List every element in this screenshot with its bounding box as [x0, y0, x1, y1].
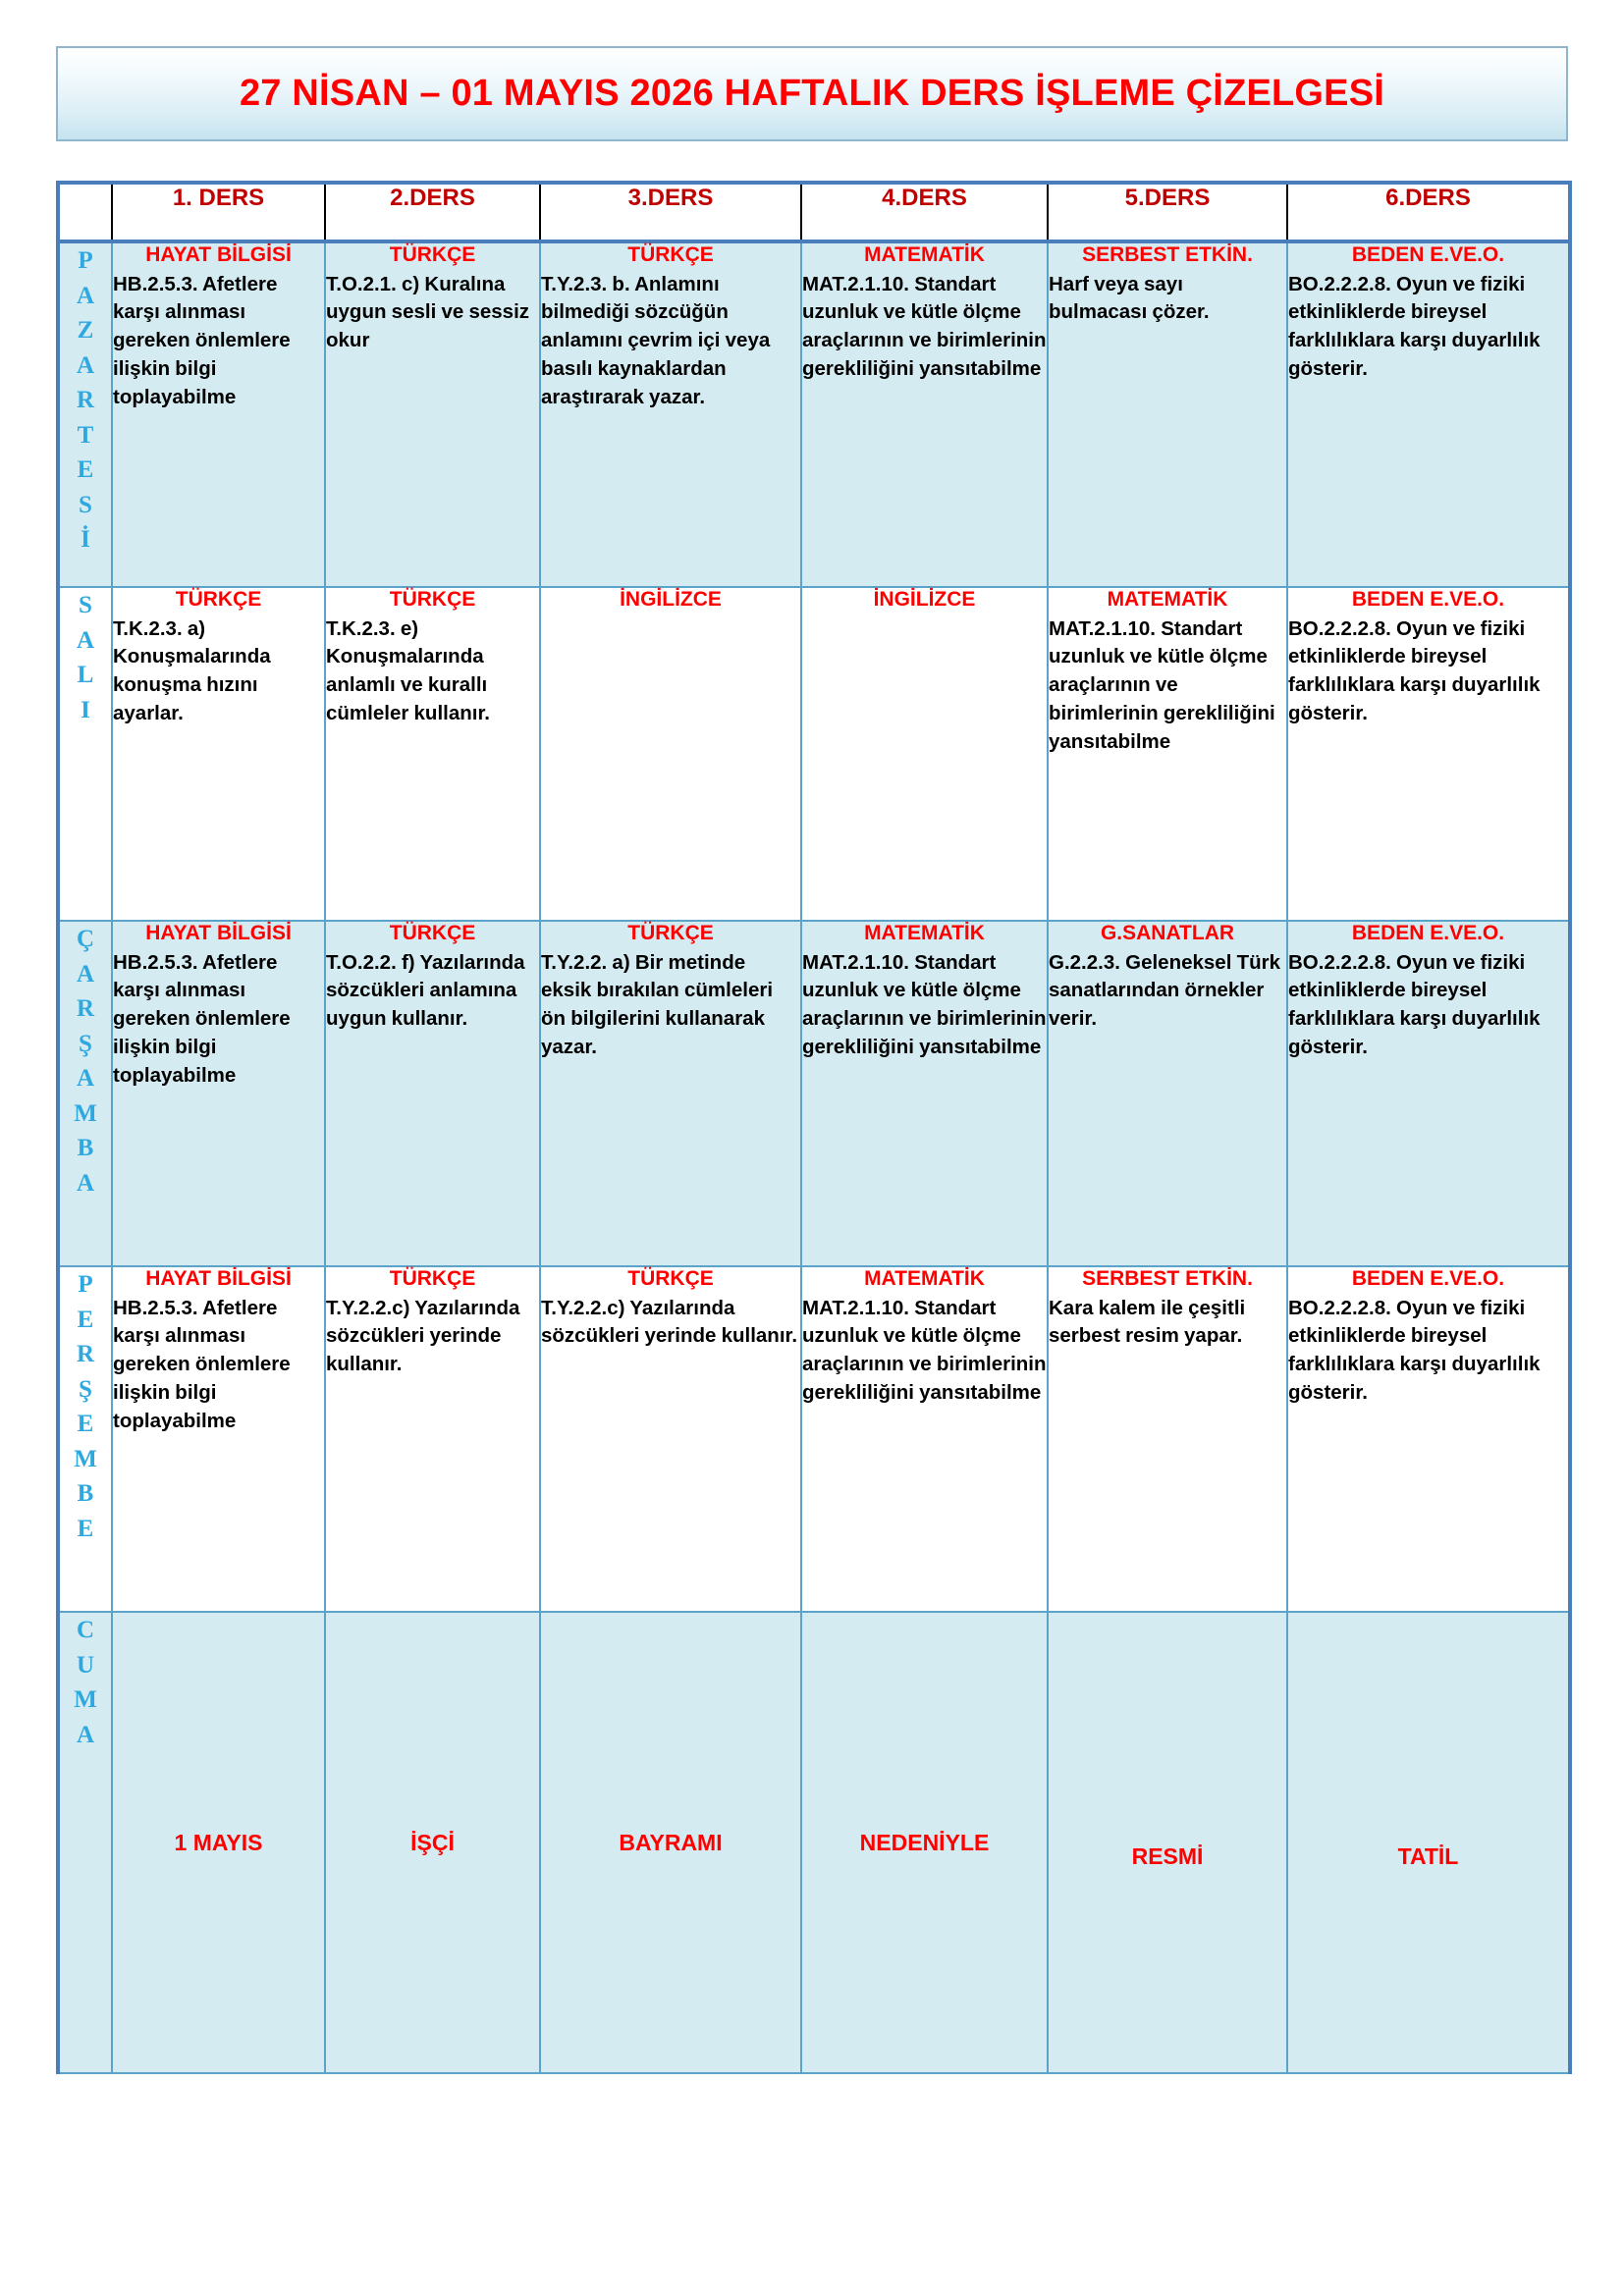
lesson-cell	[1287, 921, 1570, 1266]
lesson-subject: BEDEN E.VE.O.	[1351, 1267, 1505, 1290]
header-lesson-5-label: 5.DERS	[1124, 185, 1211, 211]
day-letter: E	[77, 1411, 94, 1437]
lesson-cell	[112, 241, 325, 587]
day-letter: B	[77, 1480, 94, 1507]
header-lesson-3	[540, 183, 801, 241]
day-letter: M	[74, 1686, 97, 1713]
lesson-objective: BO.2.2.2.8. Oyun ve fiziki etkinliklerde bireysel farklılıklara karşı duyarlılık gösterir.	[1288, 1296, 1541, 1404]
header-lesson-1-label: 1. DERS	[172, 185, 265, 211]
lesson-subject: SERBEST ETKİN.	[1082, 243, 1253, 266]
holiday-word: RESMİ	[1131, 1842, 1204, 1869]
day-letter: R	[76, 1341, 95, 1367]
lesson-objective: T.O.2.2. f) Yazılarında sözcükleri anlamına uygun kullanır.	[326, 950, 525, 1031]
day-letter: E	[77, 456, 94, 483]
holiday-cell	[1287, 1612, 1570, 2073]
lesson-objective: T.O.2.1. c) Kuralına uygun sesli ve sessiz okur	[326, 272, 530, 352]
lesson-cell	[1048, 1266, 1287, 1612]
lesson-objective: T.Y.2.2.c) Yazılarında sözcükleri yerinde kullanır.	[541, 1296, 798, 1348]
day-label	[60, 243, 111, 558]
holiday-word: 1 MAYIS	[174, 1829, 263, 1855]
lesson-cell	[112, 1266, 325, 1612]
lesson-cell	[1048, 921, 1287, 1266]
day-letter: A	[76, 1169, 95, 1197]
schedule-body	[58, 241, 1570, 2073]
lesson-objective: BO.2.2.2.8. Oyun ve fiziki etkinliklerde bireysel farklılıklara karşı duyarlılık gösterir.	[1288, 272, 1541, 380]
header-lesson-4-label: 4.DERS	[882, 185, 967, 211]
lesson-cell	[325, 587, 540, 921]
lesson-subject: TÜRKÇE	[627, 1267, 714, 1290]
lesson-cell	[325, 1266, 540, 1612]
day-letter: E	[77, 1515, 94, 1542]
header-lesson-1	[112, 183, 325, 241]
lesson-subject: TÜRKÇE	[389, 243, 476, 266]
lesson-objective: T.K.2.3. a) Konuşmalarında konuşma hızını ayarlar.	[113, 616, 271, 724]
day-letter: A	[76, 1721, 95, 1748]
lesson-cell	[1048, 241, 1287, 587]
day-letter: A	[76, 960, 95, 988]
lesson-cell	[1287, 587, 1570, 921]
lesson-cell	[540, 241, 801, 587]
lesson-subject: İNGİLİZCE	[873, 588, 976, 611]
page-title: 27 NİSAN – 01 MAYIS 2026 HAFTALIK DERS İŞLEME ÇİZELGESİ	[239, 72, 1385, 114]
lesson-cell	[801, 241, 1048, 587]
lesson-cell	[325, 921, 540, 1266]
lesson-cell	[540, 587, 801, 921]
holiday-cell	[540, 1612, 801, 2073]
lesson-objective: Harf veya sayı bulmacası çözer.	[1049, 272, 1210, 324]
lesson-subject: TÜRKÇE	[627, 243, 714, 266]
table-header-row	[58, 183, 1570, 241]
lesson-subject: HAYAT BİLGİSİ	[145, 243, 292, 266]
lesson-cell	[801, 587, 1048, 921]
lesson-subject: TÜRKÇE	[389, 1267, 476, 1290]
day-letter: R	[76, 387, 95, 413]
lesson-objective: MAT.2.1.10. Standart uzunluk ve kütle ölçme araçlarının ve birimlerinin gerekliliğini yansıtabilme	[802, 1296, 1047, 1404]
lesson-objective: BO.2.2.2.8. Oyun ve fiziki etkinliklerde bireysel farklılıklara karşı duyarlılık gösterir.	[1288, 616, 1541, 724]
day-letter: L	[77, 662, 94, 688]
lesson-objective: T.K.2.3. e) Konuşmalarında anlamlı ve kurallı cümleler kullanır.	[326, 616, 490, 724]
lesson-subject: İNGİLİZCE	[620, 588, 722, 611]
lesson-subject: MATEMATİK	[864, 243, 985, 266]
header-lesson-2-label: 2.DERS	[390, 185, 475, 211]
day-letter: I	[81, 696, 90, 723]
schedule-row-cuma	[58, 1612, 1570, 2073]
lesson-subject: BEDEN E.VE.O.	[1351, 588, 1505, 611]
title-banner	[56, 46, 1568, 141]
header-lesson-3-label: 3.DERS	[627, 185, 714, 211]
lesson-objective: MAT.2.1.10. Standart uzunluk ve kütle ölçme araçlarının ve birimlerinin gerekliliğini yansıtabilme	[802, 950, 1047, 1058]
lesson-subject: MATEMATİK	[864, 1267, 985, 1290]
lesson-subject: TÜRKÇE	[389, 922, 476, 944]
holiday-cell	[801, 1612, 1048, 2073]
day-letter: İ	[81, 526, 90, 553]
holiday-word: TATİL	[1397, 1842, 1459, 1869]
day-letter: Z	[77, 317, 94, 344]
schedule-row-çarşamba	[58, 921, 1570, 1266]
lesson-subject: TÜRKÇE	[389, 588, 476, 611]
lesson-objective: HB.2.5.3. Afetlere karşı alınması gereken önlemlere ilişkin bilgi toplayabilme	[113, 272, 291, 408]
day-label	[60, 922, 111, 1201]
day-label-cell	[58, 1266, 112, 1612]
lesson-cell	[325, 241, 540, 587]
lesson-subject: TÜRKÇE	[175, 588, 262, 611]
day-letter: E	[77, 1306, 94, 1333]
day-letter: R	[76, 995, 95, 1022]
lesson-objective: BO.2.2.2.8. Oyun ve fiziki etkinliklerde bireysel farklılıklara karşı duyarlılık gösterir.	[1288, 950, 1541, 1058]
lesson-cell	[540, 921, 801, 1266]
day-label-cell	[58, 587, 112, 921]
day-letter: P	[78, 1271, 93, 1298]
lesson-cell	[112, 921, 325, 1266]
holiday-cell	[325, 1612, 540, 2073]
lesson-cell	[1048, 587, 1287, 921]
lesson-cell	[801, 921, 1048, 1266]
day-letter: A	[76, 351, 95, 379]
day-letter: M	[74, 1099, 97, 1127]
lesson-objective: T.Y.2.3. b. Anlamını bilmediği sözcüğün anlamını çevrim içi veya basılı kaynaklardan araştırarak yazar.	[541, 272, 771, 408]
lesson-objective: MAT.2.1.10. Standart uzunluk ve kütle ölçme araçlarının ve birimlerinin gerekliliğini yansıtabilme	[802, 272, 1047, 380]
day-letter: T	[77, 421, 94, 449]
header-lesson-6	[1287, 183, 1570, 241]
lesson-subject: SERBEST ETKİN.	[1082, 1267, 1253, 1290]
holiday-word: BAYRAMI	[619, 1829, 723, 1855]
day-label	[60, 1613, 111, 1752]
day-letter: M	[74, 1445, 97, 1472]
lesson-subject: HAYAT BİLGİSİ	[145, 922, 292, 944]
lesson-subject: TÜRKÇE	[627, 922, 714, 944]
schedule-row-pazartesi̇	[58, 241, 1570, 587]
day-letter: B	[77, 1135, 94, 1161]
header-corner-cell	[58, 183, 112, 241]
schedule-row-perşembe	[58, 1266, 1570, 1612]
weekly-schedule-table	[56, 181, 1572, 2074]
lesson-cell	[540, 1266, 801, 1612]
schedule-table-wrap	[56, 181, 1568, 2074]
lesson-subject: BEDEN E.VE.O.	[1351, 243, 1505, 266]
day-letter: S	[79, 491, 92, 518]
lesson-objective: Kara kalem ile çeşitli serbest resim yapar.	[1049, 1296, 1246, 1348]
day-letter: C	[76, 1617, 95, 1643]
day-letter: Ş	[79, 1375, 92, 1403]
lesson-cell	[112, 587, 325, 921]
day-label	[60, 588, 111, 727]
lesson-cell	[1287, 241, 1570, 587]
lesson-objective: G.2.2.3. Geleneksel Türk sanatlarından örnekler verir.	[1049, 950, 1281, 1031]
header-lesson-2	[325, 183, 540, 241]
day-letter: Ş	[79, 1030, 92, 1057]
lesson-objective: T.Y.2.2. a) Bir metinde eksik bırakılan cümleleri ön bilgilerini kullanarak yazar.	[541, 950, 774, 1058]
lesson-subject: MATEMATİK	[1107, 588, 1228, 611]
day-label-cell	[58, 1612, 112, 2073]
holiday-word: İŞÇİ	[410, 1829, 455, 1855]
holiday-cell	[1048, 1612, 1287, 2073]
day-letter: Ç	[76, 926, 95, 952]
lesson-objective: HB.2.5.3. Afetlere karşı alınması gereken önlemlere ilişkin bilgi toplayabilme	[113, 950, 291, 1087]
holiday-word: NEDENİYLE	[859, 1829, 990, 1855]
header-lesson-4	[801, 183, 1048, 241]
lesson-cell	[801, 1266, 1048, 1612]
lesson-objective: T.Y.2.2.c) Yazılarında sözcükleri yerinde kullanır.	[326, 1296, 520, 1376]
lesson-subject: MATEMATİK	[864, 922, 985, 944]
day-letter: A	[76, 626, 95, 654]
day-label-cell	[58, 241, 112, 587]
lesson-subject: BEDEN E.VE.O.	[1351, 922, 1505, 944]
header-lesson-6-label: 6.DERS	[1385, 185, 1471, 211]
day-letter: A	[76, 282, 95, 309]
lesson-objective: HB.2.5.3. Afetlere karşı alınması gereken önlemlere ilişkin bilgi toplayabilme	[113, 1296, 291, 1432]
day-letter: A	[76, 1065, 95, 1092]
day-letter: S	[79, 592, 92, 618]
schedule-row-sali	[58, 587, 1570, 921]
day-letter: U	[76, 1651, 95, 1679]
lesson-subject: G.SANATLAR	[1100, 922, 1235, 944]
lesson-cell	[1287, 1266, 1570, 1612]
day-letter: P	[78, 247, 93, 274]
day-label	[60, 1267, 111, 1546]
day-label-cell	[58, 921, 112, 1266]
lesson-objective: MAT.2.1.10. Standart uzunluk ve kütle ölçme araçlarının ve birimlerinin gerekliliğini yansıtabilme	[1049, 616, 1275, 753]
holiday-cell	[112, 1612, 325, 2073]
header-lesson-5	[1048, 183, 1287, 241]
lesson-subject: HAYAT BİLGİSİ	[145, 1267, 292, 1290]
